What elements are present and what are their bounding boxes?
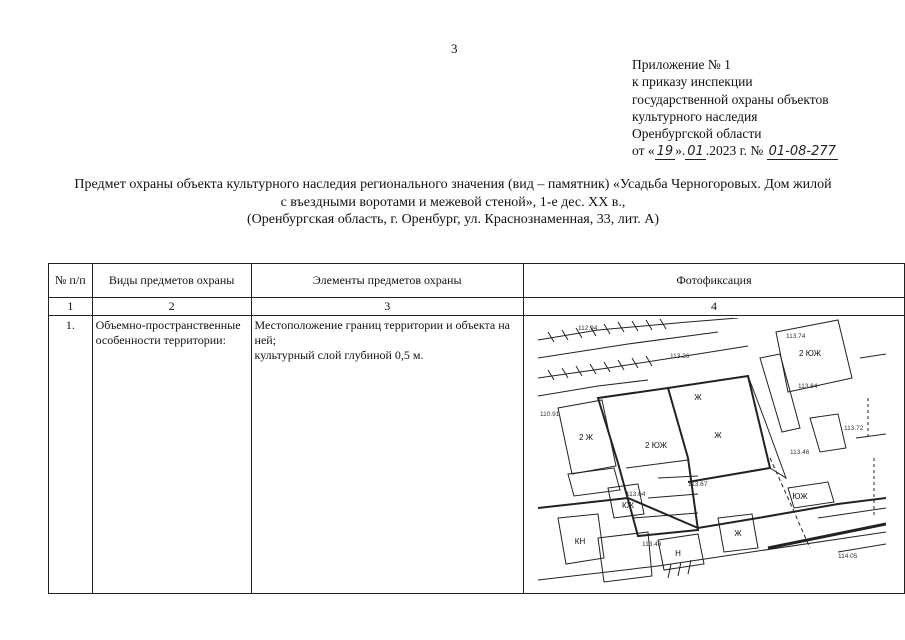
handwritten-day: 19 bbox=[656, 144, 674, 160]
map-label: Ж bbox=[694, 393, 702, 402]
map-height: 113.84 bbox=[797, 383, 818, 390]
title-line: Предмет охраны объекта культурного наследия регионального значения (вид – памятник) «Усадьба Черногоровых. Дом жилой bbox=[74, 177, 832, 192]
map-height: 113.26 bbox=[669, 353, 690, 360]
map-height: 114.05 bbox=[837, 553, 858, 560]
row-elements bbox=[251, 316, 523, 594]
map-height: 113.67 bbox=[687, 481, 708, 488]
handwritten-order-number: 01-08-277 bbox=[768, 144, 836, 160]
table-row bbox=[49, 316, 905, 594]
table-header-row bbox=[49, 264, 905, 298]
map-height: 113.48 bbox=[641, 541, 662, 548]
column-number: 4 bbox=[523, 298, 904, 316]
table-column-numbers-row bbox=[49, 298, 905, 316]
row-number: 1. bbox=[49, 316, 93, 594]
title-line: с въездными воротами и межевой стеной», 1-е дес. XX в., bbox=[280, 194, 626, 210]
map-label: КЖ bbox=[621, 501, 634, 510]
map-height: 113.72 bbox=[843, 425, 864, 432]
map-height: 110.91 bbox=[539, 411, 560, 418]
appendix-line: Приложение № 1 bbox=[632, 57, 731, 72]
cadastral-map bbox=[538, 318, 886, 593]
page-number: 3 bbox=[451, 41, 458, 56]
header-number: № п/п bbox=[49, 264, 93, 298]
map-label: 2 ЮЖ bbox=[798, 349, 821, 358]
appendix-line: Оренбургской области bbox=[632, 126, 762, 142]
header-kind: Виды предметов охраны bbox=[92, 264, 251, 298]
document-title bbox=[20, 176, 886, 229]
appendix-line: к приказу инспекции bbox=[632, 74, 753, 90]
map-label: 2 Ж bbox=[578, 433, 593, 442]
date-sep: ». bbox=[675, 143, 686, 159]
handwritten-month: 01 bbox=[687, 144, 704, 160]
header-elements: Элементы предметов охраны bbox=[251, 264, 523, 298]
photo-cell bbox=[523, 316, 904, 594]
map-height: 112.94 bbox=[577, 325, 598, 332]
map-label: Ж bbox=[714, 431, 722, 440]
map-height: 113.46 bbox=[789, 449, 810, 456]
title-line: (Оренбургская область, г. Оренбург, ул. Краснознаменная, 33, лит. А) bbox=[246, 212, 660, 228]
column-number: 2 bbox=[92, 298, 251, 316]
row-kind: Объемно-пространственные особенности территории: bbox=[92, 316, 251, 594]
row-elements-line: культурный слой глубиной 0,5 м. bbox=[254, 348, 424, 362]
appendix-line: культурного наследия bbox=[632, 108, 758, 124]
map-height: 113.64 bbox=[625, 491, 646, 498]
protection-table bbox=[48, 263, 905, 594]
appendix-header bbox=[632, 56, 838, 161]
map-label: КН bbox=[574, 537, 586, 546]
map-height: 113.74 bbox=[785, 333, 806, 340]
map-label: ЮЖ bbox=[792, 492, 808, 501]
column-number: 3 bbox=[251, 298, 523, 316]
map-label: Н bbox=[675, 549, 681, 558]
year-text: .2023 г. № bbox=[705, 143, 764, 159]
date-prefix: от « bbox=[632, 143, 655, 159]
row-elements-line: Местоположение границ территории и объекта на ней; bbox=[254, 318, 510, 347]
appendix-line: государственной охраны объектов bbox=[632, 91, 829, 107]
order-date-line bbox=[632, 142, 838, 160]
map-label: Ж bbox=[734, 529, 742, 538]
column-number: 1 bbox=[49, 298, 93, 316]
header-photo: Фотофиксация bbox=[523, 264, 904, 298]
map-label: 2 ЮЖ bbox=[644, 441, 667, 450]
